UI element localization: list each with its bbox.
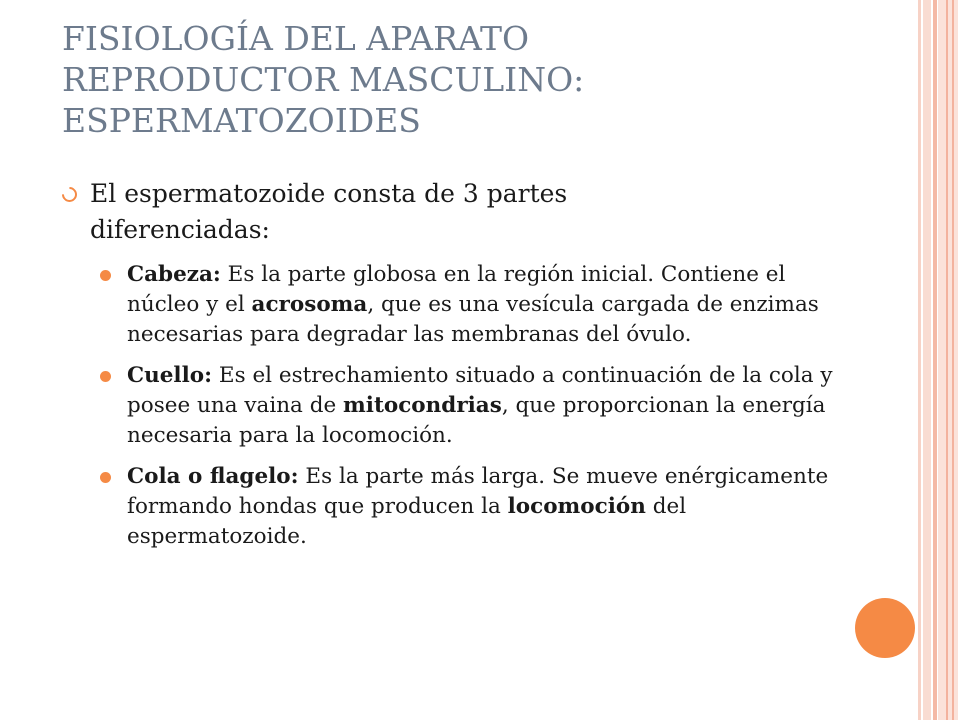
dot-bullet-icon [100,472,111,483]
title-line: ESPERMATOZOIDES [62,101,421,140]
text: , que proporcionan la energía necesaria para la locomoción. [127,393,826,448]
border-stripe [933,0,937,720]
term: Cuello: [127,363,213,388]
text: Es el estrechamiento situado a continuación de la cola y posee una vaina de [127,363,833,418]
title-line: FISIOLOGÍA DEL APARATO [62,19,530,58]
bold-term: mitocondrias [343,393,502,418]
border-stripe [923,0,931,720]
sub-bullet-cuello [100,361,842,451]
border-stripe [918,0,921,720]
bold-term: acrosoma [251,292,368,317]
text: Es la parte más larga. Se mueve enérgicamente formando hondas que producen la [127,464,829,519]
term: Cola o flagelo: [127,464,299,489]
slide-body [62,176,842,563]
ring-bullet-icon [59,184,80,205]
text: del espermatozoide. [127,494,687,549]
main-bullet-line: diferenciadas: [90,215,270,244]
border-stripe [952,0,954,720]
border-stripe [938,0,958,720]
sub-bullet-cola [100,462,842,552]
dot-bullet-icon [100,371,111,382]
sub-bullet-list [62,260,842,552]
main-bullet [62,176,842,248]
text: , que es una vesícula cargada de enzimas necesarias para degradar las membranas del óvulo. [127,292,819,347]
dot-bullet-icon [100,270,111,281]
text: Es la parte globosa en la región inicial. Contiene el núcleo y el [127,262,786,317]
decorative-circle [855,598,915,658]
sub-bullet-cabeza [100,260,842,350]
term: Cabeza: [127,262,221,287]
main-bullet-line: El espermatozoide consta de 3 partes [90,179,568,208]
slide-title [62,18,862,141]
border-stripe [946,0,948,720]
bold-term: locomoción [507,494,646,519]
title-line: REPRODUCTOR MASCULINO: [62,60,585,99]
